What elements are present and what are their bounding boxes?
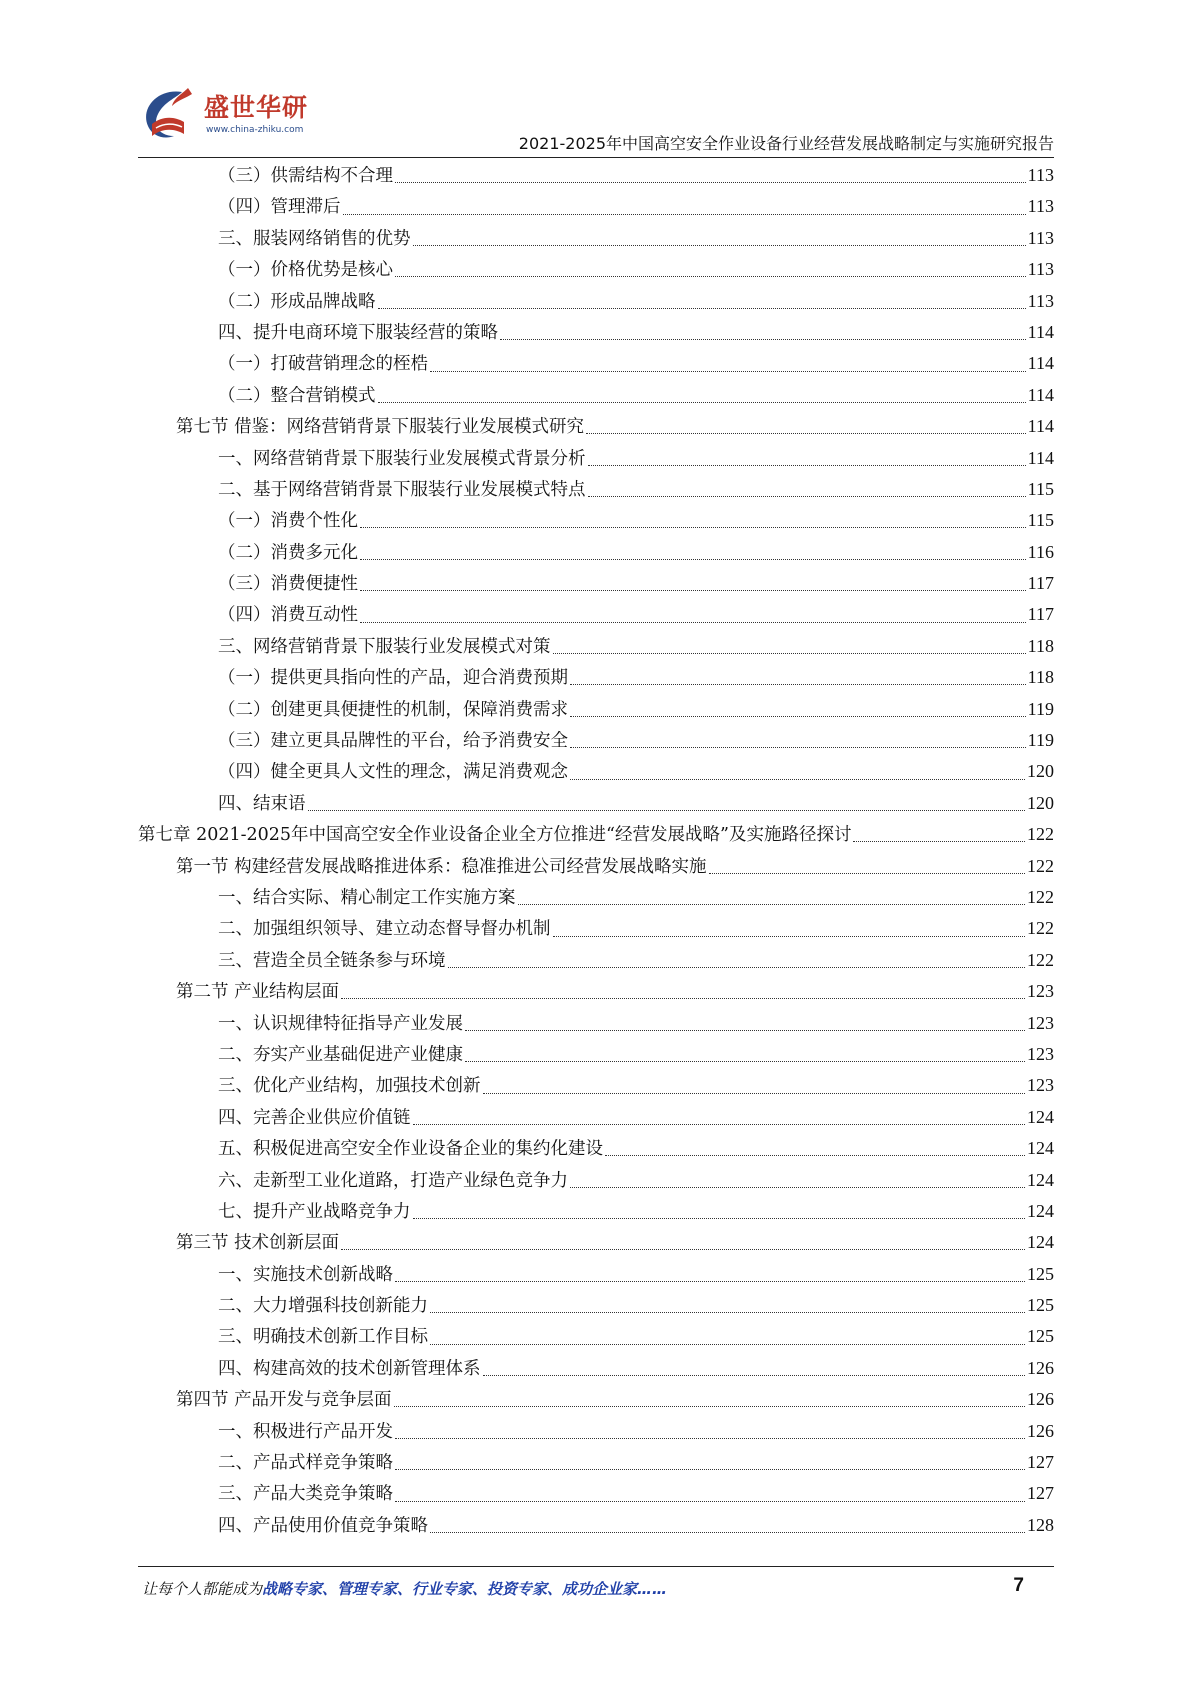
toc-leader-dots bbox=[518, 904, 1026, 905]
toc-leader-dots bbox=[308, 810, 1026, 811]
toc-leader-dots bbox=[500, 339, 1026, 340]
toc-entry-page: 127 bbox=[1027, 1452, 1054, 1473]
toc-entry[interactable] bbox=[138, 286, 1054, 317]
toc-entry[interactable] bbox=[138, 348, 1054, 379]
toc-leader-dots bbox=[413, 245, 1026, 246]
toc-entry-title: （二）整合营销模式 bbox=[218, 385, 376, 406]
toc-entry[interactable] bbox=[138, 160, 1054, 191]
toc-entry-title: 第三节 技术创新层面 bbox=[176, 1233, 340, 1254]
toc-entry-page: 113 bbox=[1027, 259, 1054, 280]
toc-entry[interactable] bbox=[138, 1478, 1054, 1509]
toc-entry-page: 113 bbox=[1027, 290, 1054, 311]
toc-leader-dots bbox=[588, 496, 1026, 497]
table-of-contents bbox=[138, 160, 1054, 1541]
toc-entry[interactable] bbox=[138, 945, 1054, 976]
toc-entry[interactable] bbox=[138, 1384, 1054, 1415]
toc-entry[interactable] bbox=[138, 191, 1054, 222]
toc-entry-title: 四、产品使用价值竞争策略 bbox=[218, 1515, 428, 1536]
toc-entry-page: 114 bbox=[1027, 353, 1054, 374]
toc-entry-title: 一、实施技术创新战略 bbox=[218, 1264, 393, 1285]
toc-entry[interactable] bbox=[138, 1133, 1054, 1164]
toc-entry-page: 120 bbox=[1027, 792, 1054, 813]
toc-entry-title: （三）建立更具品牌性的平台，给予消费安全 bbox=[218, 731, 568, 752]
toc-leader-dots bbox=[483, 1093, 1026, 1094]
toc-entry[interactable] bbox=[138, 443, 1054, 474]
toc-entry-page: 117 bbox=[1027, 604, 1054, 625]
toc-entry-page: 115 bbox=[1027, 510, 1054, 531]
toc-entry[interactable] bbox=[138, 568, 1054, 599]
toc-entry-title: 第一节 构建经营发展战略推进体系：稳准推进公司经营发展战略实施 bbox=[176, 856, 707, 877]
toc-entry[interactable] bbox=[138, 1321, 1054, 1352]
toc-entry-page: 113 bbox=[1027, 165, 1054, 185]
toc-entry-page: 127 bbox=[1027, 1483, 1054, 1504]
toc-entry[interactable] bbox=[138, 1102, 1054, 1133]
toc-leader-dots bbox=[341, 1249, 1025, 1250]
toc-entry-title: 二、大力增强科技创新能力 bbox=[218, 1296, 428, 1317]
toc-entry-title: 五、积极促进高空安全作业设备企业的集约化建设 bbox=[218, 1139, 603, 1160]
toc-leader-dots bbox=[395, 1469, 1025, 1470]
toc-entry[interactable] bbox=[138, 788, 1054, 819]
toc-entry[interactable] bbox=[138, 1008, 1054, 1039]
toc-entry-page: 124 bbox=[1027, 1232, 1054, 1253]
toc-entry[interactable] bbox=[138, 913, 1054, 944]
brand-name: 盛世华研 bbox=[204, 93, 309, 122]
toc-leader-dots bbox=[343, 214, 1026, 215]
toc-entry-title: 三、服装网络销售的优势 bbox=[218, 228, 411, 249]
toc-leader-dots bbox=[430, 371, 1026, 372]
toc-leader-dots bbox=[430, 1312, 1025, 1313]
toc-entry-title: （一）打破营销理念的桎梏 bbox=[218, 354, 428, 375]
toc-leader-dots bbox=[378, 308, 1026, 309]
toc-entry-page: 119 bbox=[1027, 698, 1054, 719]
toc-entry[interactable] bbox=[138, 505, 1054, 536]
toc-leader-dots bbox=[586, 433, 1026, 434]
toc-entry-title: （二）创建更具便捷性的机制，保障消费需求 bbox=[218, 699, 568, 720]
toc-entry[interactable] bbox=[138, 694, 1054, 725]
header-divider bbox=[138, 157, 1054, 158]
toc-entry-page: 128 bbox=[1027, 1514, 1054, 1535]
toc-entry[interactable] bbox=[138, 1416, 1054, 1447]
toc-leader-dots bbox=[605, 1155, 1025, 1156]
toc-leader-dots bbox=[341, 998, 1025, 999]
toc-entry[interactable] bbox=[138, 317, 1054, 348]
toc-entry-page: 125 bbox=[1027, 1295, 1054, 1316]
toc-leader-dots bbox=[430, 1532, 1025, 1533]
logo-swoosh-icon bbox=[138, 86, 204, 146]
toc-entry-page: 120 bbox=[1027, 761, 1054, 782]
toc-entry-title: 三、明确技术创新工作目标 bbox=[218, 1327, 428, 1348]
toc-entry[interactable] bbox=[138, 474, 1054, 505]
toc-entry-title: 一、认识规律特征指导产业发展 bbox=[218, 1013, 463, 1034]
toc-leader-dots bbox=[709, 873, 1025, 874]
slogan-highlight: 战略专家、管理专家、行业专家、投资专家、成功企业家…… bbox=[262, 1580, 668, 1598]
toc-leader-dots bbox=[430, 1344, 1025, 1345]
toc-entry[interactable] bbox=[138, 1290, 1054, 1321]
toc-entry[interactable] bbox=[138, 380, 1054, 411]
toc-entry-page: 126 bbox=[1027, 1389, 1054, 1410]
toc-entry[interactable] bbox=[138, 1227, 1054, 1258]
toc-entry-title: 二、加强组织领导、建立动态督导督办机制 bbox=[218, 919, 551, 940]
toc-entry-title: 二、基于网络营销背景下服装行业发展模式特点 bbox=[218, 479, 586, 500]
toc-entry[interactable] bbox=[138, 1447, 1054, 1478]
toc-entry[interactable] bbox=[138, 851, 1054, 882]
toc-leader-dots bbox=[570, 779, 1025, 780]
brand-logo bbox=[138, 82, 328, 148]
toc-entry[interactable] bbox=[138, 662, 1054, 693]
toc-entry-page: 126 bbox=[1027, 1420, 1054, 1441]
toc-entry[interactable] bbox=[138, 1070, 1054, 1101]
toc-entry-page: 122 bbox=[1027, 824, 1054, 845]
toc-entry-title: 四、构建高效的技术创新管理体系 bbox=[218, 1358, 481, 1379]
toc-entry[interactable] bbox=[138, 537, 1054, 568]
toc-entry[interactable] bbox=[138, 254, 1054, 285]
brand-url: www.china-zhiku.com bbox=[206, 125, 304, 135]
toc-entry-title: （四）消费互动性 bbox=[218, 605, 358, 626]
toc-entry[interactable] bbox=[138, 1353, 1054, 1384]
toc-entry-title: （二）消费多元化 bbox=[218, 542, 358, 563]
toc-entry-title: 一、网络营销背景下服装行业发展模式背景分析 bbox=[218, 448, 586, 469]
toc-entry-title: 四、提升电商环境下服装经营的策略 bbox=[218, 322, 498, 343]
toc-leader-dots bbox=[570, 716, 1026, 717]
toc-entry-page: 114 bbox=[1027, 447, 1054, 468]
toc-entry-page: 124 bbox=[1027, 1169, 1054, 1190]
report-title: 2021-2025年中国高空安全作业设备行业经营发展战略制定与实施研究报告 bbox=[518, 134, 1054, 153]
footer-divider bbox=[138, 1566, 1054, 1567]
toc-entry-page: 124 bbox=[1027, 1106, 1054, 1127]
toc-entry-title: （三）消费便捷性 bbox=[218, 574, 358, 595]
toc-entry-title: 第七节 借鉴：网络营销背景下服装行业发展模式研究 bbox=[176, 417, 585, 438]
toc-entry-title: 第七章 2021-2025年中国高空安全作业设备企业全方位推进“经营发展战略”及实施路径探讨 bbox=[138, 825, 852, 846]
toc-entry-title: （一）价格优势是核心 bbox=[218, 260, 393, 281]
toc-leader-dots bbox=[588, 465, 1026, 466]
toc-entry-page: 122 bbox=[1027, 949, 1054, 970]
toc-entry-title: （四）健全更具人文性的理念，满足消费观念 bbox=[218, 762, 568, 783]
toc-leader-dots bbox=[395, 1281, 1025, 1282]
toc-leader-dots bbox=[553, 653, 1026, 654]
toc-entry-title: 二、产品式样竞争策略 bbox=[218, 1453, 393, 1474]
toc-entry[interactable] bbox=[138, 819, 1054, 850]
toc-entry-title: 六、走新型工业化道路，打造产业绿色竞争力 bbox=[218, 1170, 568, 1191]
toc-entry-page: 116 bbox=[1027, 541, 1054, 562]
toc-leader-dots bbox=[378, 402, 1026, 403]
toc-entry-title: （三）供需结构不合理 bbox=[218, 166, 393, 186]
toc-entry[interactable] bbox=[138, 1039, 1054, 1070]
page-number: 7 bbox=[1013, 1575, 1024, 1596]
toc-entry-title: 一、结合实际、精心制定工作实施方案 bbox=[218, 887, 516, 908]
toc-leader-dots bbox=[483, 1375, 1026, 1376]
toc-entry-page: 122 bbox=[1027, 886, 1054, 907]
toc-entry-title: 七、提升产业战略竞争力 bbox=[218, 1201, 411, 1222]
toc-entry-page: 115 bbox=[1027, 478, 1054, 499]
toc-leader-dots bbox=[395, 1438, 1025, 1439]
slogan-prefix: 让每个人都能成为 bbox=[142, 1580, 263, 1598]
toc-entry-title: 三、网络营销背景下服装行业发展模式对策 bbox=[218, 636, 551, 657]
toc-entry[interactable] bbox=[138, 1259, 1054, 1290]
toc-entry[interactable] bbox=[138, 976, 1054, 1007]
toc-entry-title: 四、结束语 bbox=[218, 793, 306, 814]
toc-leader-dots bbox=[360, 622, 1026, 623]
toc-entry-title: （一）消费个性化 bbox=[218, 511, 358, 532]
toc-entry-title: 三、产品大类竞争策略 bbox=[218, 1484, 393, 1505]
toc-entry-page: 122 bbox=[1027, 855, 1054, 876]
toc-entry-title: （一）提供更具指向性的产品，迎合消费预期 bbox=[218, 668, 568, 689]
toc-entry-title: 第二节 产业结构层面 bbox=[176, 982, 340, 1003]
toc-entry-title: （四）管理滞后 bbox=[218, 197, 341, 218]
toc-leader-dots bbox=[448, 967, 1026, 968]
toc-entry-page: 113 bbox=[1027, 227, 1054, 248]
toc-entry-title: 一、积极进行产品开发 bbox=[218, 1421, 393, 1442]
toc-leader-dots bbox=[465, 1030, 1025, 1031]
toc-leader-dots bbox=[394, 1406, 1025, 1407]
toc-entry-page: 122 bbox=[1027, 918, 1054, 939]
toc-entry-page: 114 bbox=[1027, 384, 1054, 405]
toc-entry-page: 124 bbox=[1027, 1138, 1054, 1159]
toc-leader-dots bbox=[360, 527, 1026, 528]
toc-leader-dots bbox=[395, 182, 1026, 183]
toc-leader-dots bbox=[360, 590, 1026, 591]
toc-leader-dots bbox=[413, 1218, 1026, 1219]
toc-entry[interactable] bbox=[138, 1165, 1054, 1196]
toc-leader-dots bbox=[853, 841, 1025, 842]
toc-leader-dots bbox=[395, 1501, 1025, 1502]
toc-entry-title: 四、完善企业供应价值链 bbox=[218, 1107, 411, 1128]
toc-leader-dots bbox=[395, 276, 1026, 277]
toc-entry[interactable] bbox=[138, 599, 1054, 630]
toc-entry-title: 三、优化产业结构，加强技术创新 bbox=[218, 1076, 481, 1097]
toc-entry-page: 117 bbox=[1027, 573, 1054, 594]
toc-entry-page: 123 bbox=[1027, 1075, 1054, 1096]
toc-entry-page: 126 bbox=[1027, 1357, 1054, 1378]
toc-entry-page: 125 bbox=[1027, 1326, 1054, 1347]
toc-entry-title: 三、营造全员全链条参与环境 bbox=[218, 950, 446, 971]
toc-entry[interactable] bbox=[138, 1510, 1054, 1541]
toc-entry-page: 123 bbox=[1027, 981, 1054, 1002]
toc-entry-page: 118 bbox=[1027, 667, 1054, 688]
toc-entry-page: 119 bbox=[1027, 730, 1054, 751]
toc-entry[interactable] bbox=[138, 223, 1054, 254]
toc-entry-page: 123 bbox=[1027, 1012, 1054, 1033]
toc-entry[interactable] bbox=[138, 631, 1054, 662]
toc-leader-dots bbox=[360, 559, 1026, 560]
toc-leader-dots bbox=[570, 747, 1026, 748]
toc-entry[interactable] bbox=[138, 725, 1054, 756]
toc-entry-page: 113 bbox=[1027, 196, 1054, 217]
toc-entry-title: 第四节 产品开发与竞争层面 bbox=[176, 1390, 392, 1411]
toc-entry[interactable] bbox=[138, 411, 1054, 442]
toc-entry[interactable] bbox=[138, 756, 1054, 787]
toc-leader-dots bbox=[413, 1124, 1026, 1125]
toc-entry-page: 125 bbox=[1027, 1263, 1054, 1284]
toc-entry-page: 114 bbox=[1027, 321, 1054, 342]
toc-entry-page: 124 bbox=[1027, 1200, 1054, 1221]
toc-leader-dots bbox=[570, 1187, 1025, 1188]
footer-slogan bbox=[142, 1578, 667, 1599]
toc-leader-dots bbox=[570, 684, 1026, 685]
toc-entry-title: 二、夯实产业基础促进产业健康 bbox=[218, 1044, 463, 1065]
toc-entry-title: （二）形成品牌战略 bbox=[218, 291, 376, 312]
toc-entry-page: 118 bbox=[1027, 635, 1054, 656]
toc-leader-dots bbox=[553, 936, 1026, 937]
toc-entry[interactable] bbox=[138, 1196, 1054, 1227]
toc-entry[interactable] bbox=[138, 882, 1054, 913]
toc-entry-page: 114 bbox=[1027, 416, 1054, 437]
toc-entry-page: 123 bbox=[1027, 1043, 1054, 1064]
toc-leader-dots bbox=[465, 1061, 1025, 1062]
